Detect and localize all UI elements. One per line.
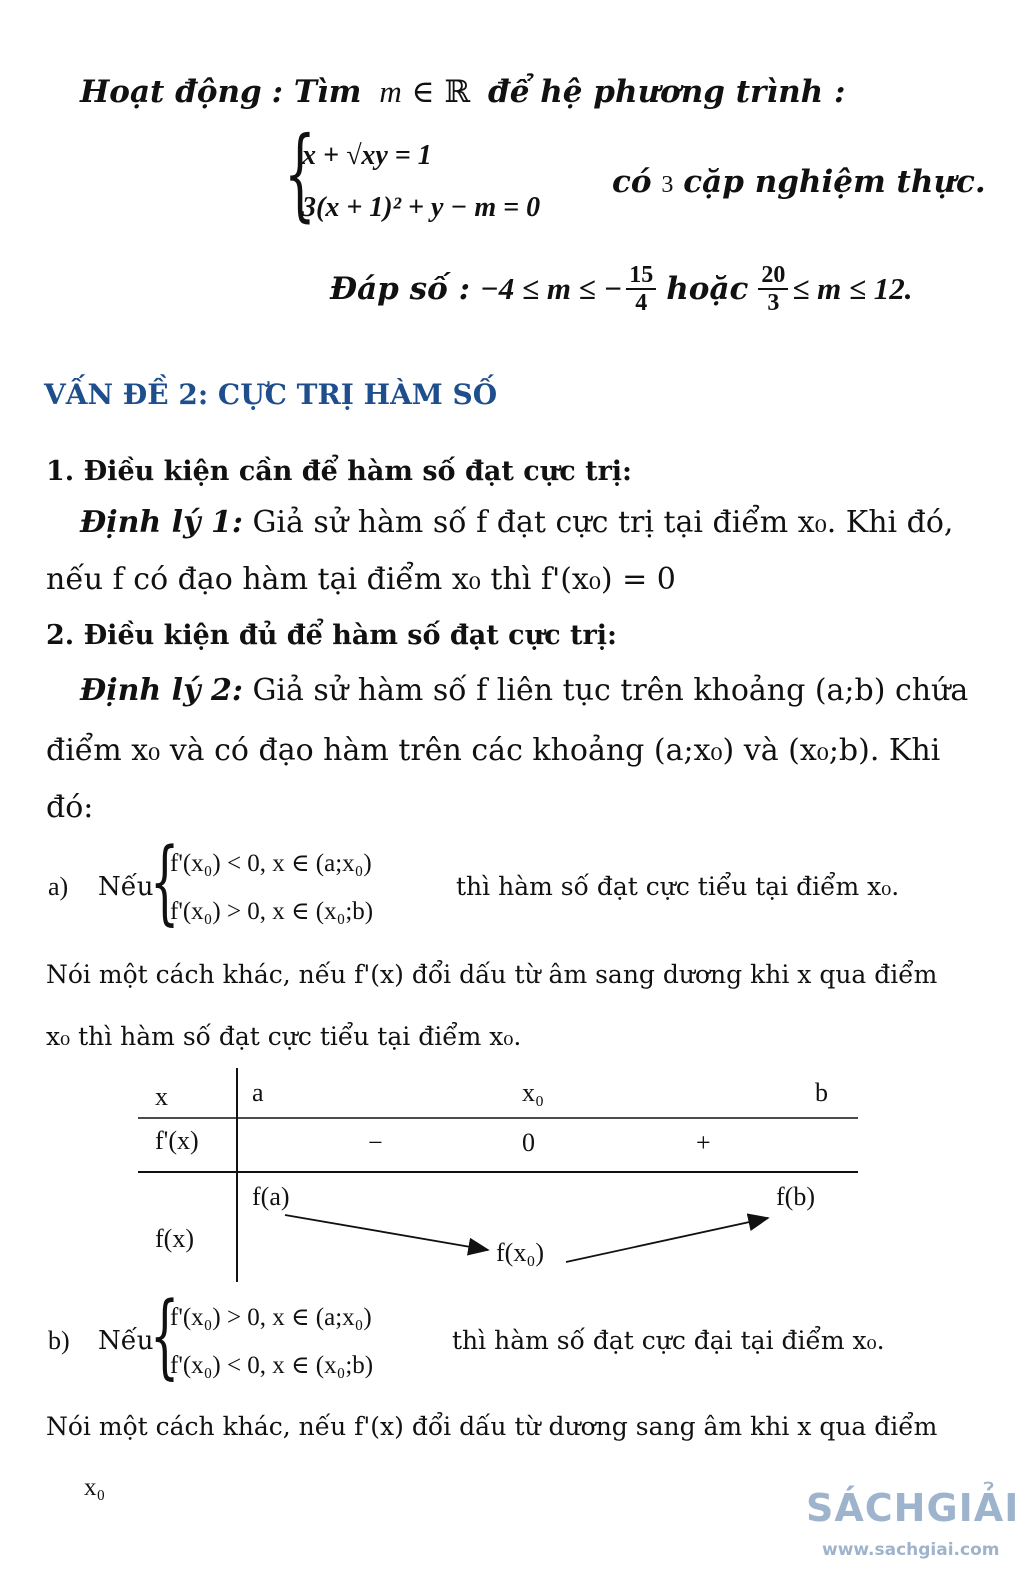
- case-a-conclusion: thì hàm số đạt cực tiểu tại điểm x₀.: [456, 872, 900, 901]
- case-b-row1: f'(x₀) > 0, x ∈ (a;x₀): [170, 1304, 372, 1331]
- system-eq1: x + √xy = 1: [302, 140, 432, 171]
- table-sign-mid: 0: [522, 1128, 535, 1157]
- thm2-label: Định lý 2:: [80, 673, 243, 708]
- result-b: cặp nghiệm thực.: [683, 164, 986, 200]
- activity-label: Hoạt động: [80, 74, 262, 110]
- case-a-brace: {: [150, 828, 180, 935]
- in-symbol: ∈: [411, 74, 435, 109]
- table-x-0: x₀: [522, 1078, 545, 1107]
- table-x-label: x: [155, 1082, 168, 1111]
- case-a-remark1: Nói một cách khác, nếu f'(x) đổi dấu từ âm sang dương khi x qua điểm: [46, 960, 938, 989]
- answer-left: −4 ≤ m ≤ −: [480, 271, 623, 307]
- var-m: m: [379, 74, 402, 109]
- table-sign-left: −: [368, 1128, 383, 1157]
- case-a-remark2: x₀ thì hàm số đạt cực tiểu tại điểm x₀.: [46, 1022, 522, 1051]
- frac2-den: 3: [767, 290, 780, 317]
- frac1-den: 4: [635, 290, 648, 317]
- activity-prompt-b: để hệ phương trình :: [488, 74, 846, 110]
- case-b-row2: f'(x₀) < 0, x ∈ (x₀;b): [170, 1352, 374, 1379]
- thm1-label: Định lý 1:: [80, 505, 243, 540]
- part1-heading: 1. Điều kiện cần để hàm số đạt cực trị:: [46, 456, 633, 487]
- case-b-remark1: Nói một cách khác, nếu f'(x) đổi dấu từ dương sang âm khi x qua điểm: [46, 1412, 938, 1441]
- system-brace: {: [284, 115, 316, 232]
- case-b-neu: Nếu: [98, 1326, 154, 1356]
- part1-line2: nếu f có đạo hàm tại điểm x₀ thì f'(x₀) = 0: [46, 562, 676, 597]
- result-count: 3: [661, 172, 674, 198]
- answer-label: Đáp số :: [330, 271, 471, 308]
- table-x-b: b: [815, 1078, 828, 1107]
- case-a-row1: f'(x₀) < 0, x ∈ (a;x₀): [170, 850, 372, 877]
- table-sign-right: +: [696, 1128, 711, 1157]
- frac1-num: 15: [626, 262, 656, 290]
- part2-line1-text: Giả sử hàm số f liên tục trên khoảng (a;b) chứa: [252, 673, 969, 708]
- case-a-neu: Nếu: [98, 872, 154, 902]
- case-a-row2: f'(x₀) > 0, x ∈ (x₀;b): [170, 898, 374, 925]
- answer-right: ≤ m ≤ 12.: [792, 271, 913, 307]
- case-b-label: b): [48, 1326, 70, 1355]
- table-f-x0: f(x₀): [496, 1238, 545, 1267]
- activity-prompt-a: : Tìm: [271, 74, 362, 110]
- frac2-num: 20: [758, 262, 788, 290]
- table-f-a: f(a): [252, 1182, 290, 1211]
- part2-line2: điểm x₀ và có đạo hàm trên các khoảng (a;x₀) và (x₀;b). Khi: [46, 733, 941, 768]
- result-a: có: [612, 164, 652, 200]
- table-f-b: f(b): [776, 1182, 815, 1211]
- case-a-label: a): [48, 872, 69, 901]
- part2-heading: 2. Điều kiện đủ để hàm số đạt cực trị:: [46, 620, 617, 651]
- watermark-logo: SÁCHGIẢI: [806, 1486, 1020, 1530]
- table-x-a: a: [252, 1078, 264, 1107]
- part1-line1-text: Giả sử hàm số f đạt cực trị tại điểm x₀. Khi đó,: [252, 505, 954, 540]
- case-b-brace: {: [150, 1282, 180, 1389]
- answer-or: hoặc: [666, 271, 749, 308]
- case-b-remark2: x₀: [84, 1474, 106, 1501]
- reals-symbol: ℝ: [444, 74, 471, 109]
- case-b-conclusion: thì hàm số đạt cực đại tại điểm x₀.: [452, 1326, 885, 1355]
- table-f-label: f(x): [155, 1224, 194, 1253]
- section-title: VẤN ĐỀ 2: CỰC TRỊ HÀM SỐ: [44, 378, 498, 411]
- watermark-url: www.sachgiai.com: [822, 1540, 1000, 1560]
- system-eq2: 3(x + 1)² + y − m = 0: [302, 192, 541, 223]
- part2-line3: đó:: [46, 790, 94, 825]
- table-fp-label: f'(x): [155, 1126, 199, 1155]
